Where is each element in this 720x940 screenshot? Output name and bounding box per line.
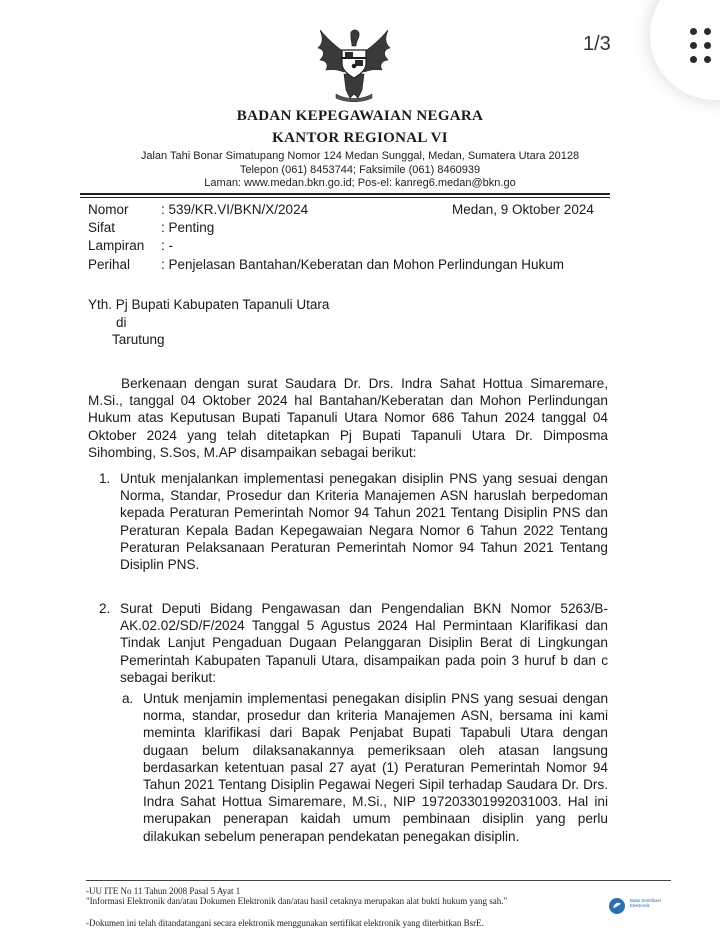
intro-paragraph: Berkenaan dengan surat Saudara Dr. Drs. Indra Sahat Hottua Simaremare, M.Si., tanggal 04 Oktober 2024 hal Bantahan/Keberatan dan Mohon Perlindungan Hukum atas Keputusan Bupati Tapanuli Utara Nomor 686 Tahun 2024 tanggal 04 Oktober 2024 yang telah ditetapkan Pj Bupati Tapanuli Utara Dr. Dimposma Sihombing, S.Sos, M.AP disampaikan sebagai berikut: [88,376,608,460]
meta-value-nomor: : 539/KR.VI/BKN/X/2024 [161,202,309,217]
item-marker-2: 2. [99,601,111,616]
phone-line: Telepon (061) 8453744; Faksimile (061) 8460939 [239,164,481,176]
meta-label-sifat: Sifat [88,220,116,235]
meta-value-lampiran: : - [161,238,173,253]
item-text-2: Surat Deputi Bidang Pengawasan dan Pengendalian BKN Nomor 5263/B-AK.02.02/SD/F/2024 Tanggal 5 Agustus 2024 Hal Permintaan Klarifikasi dan Tindak Lanjut Pengaduan Dugaan Pelanggaran Disiplin Berat di Lingkungan Pemerintah Kabupaten Tapanuli Utara, disampaikan pada poin 3 huruf b dan c sebagai berikut: [120,601,608,685]
footer-signature-note: -Dokumen ini telah ditandatangani secara elektronik menggunakan sertifikat elektronik yang diterbitkan BsrE. [86,918,484,928]
address-line: Jalan Tahi Bonar Simatupang Nomor 124 Medan Sunggal, Medan, Sumatera Utara 20128 [140,150,580,162]
recipient-line: Yth. Pj Bupati Kabupaten Tapanuli Utara [88,297,330,312]
recipient-city: Tarutung [112,332,165,347]
garuda-emblem-icon [312,24,396,102]
header-divider-thin [80,197,610,198]
footer-law: -UU ITE No 11 Tahun 2008 Pasal 5 Ayat 1 [86,886,241,896]
website-line: Laman: www.medan.bkn.go.id; Pos-el: kanreg6.medan@bkn.go [204,177,516,189]
place-date: Medan, 9 Oktober 2024 [452,202,594,217]
bsre-logo-text: Balai Sertifikasi Elektronik [630,898,661,908]
subitem-text-a: Untuk menjamin implementasi penegakan disiplin PNS yang sesuai dengan norma, standar, prosedur dan kriteria Manajemen ASN, bersama ini kami meminta klarifikasi dari Bapak Penjabat Bupati Tapabuli Utara dengan dugaan belum dilaksanakannya pemeriksaan oleh atasan langsung berdasarkan ketentuan pasal 27 ayat (1) Peraturan Pemerintah Nomor 94 Tahun 2021 Tentang Disiplin Pegawai Negeri Sipil terhadap Saudara Dr. Drs. Indra Sahat Hottua Simaremare, M.Si., NIP 197203301992031003. Hal ini merupakan penerapan kaidah umum pembinaan disiplin yang perlu dilakukan sebelum penerapan pendekatan penegakan disiplin. [143,691,608,844]
recipient-di: di [116,315,127,330]
meta-label-lampiran: Lampiran [88,238,145,253]
item-text-1: Untuk menjalankan implementasi penegakan disiplin PNS yang sesuai dengan Norma, Standar, Prosedur dan Kriteria Manajemen ASN haruslah berpedoman kepada Peraturan Pemerintah Nomor 94 Tahun 2021 Tentang Disiplin PNS dan Peraturan Kepala Badan Kepegawaian Negara Nomor 6 Tahun 2022 Tentang Peraturan Pelaksanaan Peraturan Pemerintah Nomor 94 Tahun 2021 Tentang Disiplin PNS. [120,471,608,573]
header-divider [80,193,610,195]
page-indicator: 1/3 [583,33,611,55]
subitem-marker-a: a. [122,691,134,706]
meta-value-sifat: : Penting [161,220,215,235]
agency-name: BADAN KEPEGAWAIAN NEGARA [236,108,484,124]
item-marker-1: 1. [99,471,111,486]
meta-value-perihal: : Penjelasan Bantahan/Keberatan dan Mohon Perlindungan Hukum [161,257,565,272]
footer-quote: "Informasi Elektronik dan/atau Dokumen Elektronik dan/atau hasil cetaknya merupakan alat bukti hukum yang sah." [86,896,508,906]
more-vert-icon[interactable] [690,28,716,68]
footer-divider [86,880,671,881]
meta-label-perihal: Perihal [88,257,131,272]
bsre-logo-icon [607,896,627,916]
meta-label-nomor: Nomor [88,202,129,217]
office-name: KANTOR REGIONAL VI [272,130,448,146]
